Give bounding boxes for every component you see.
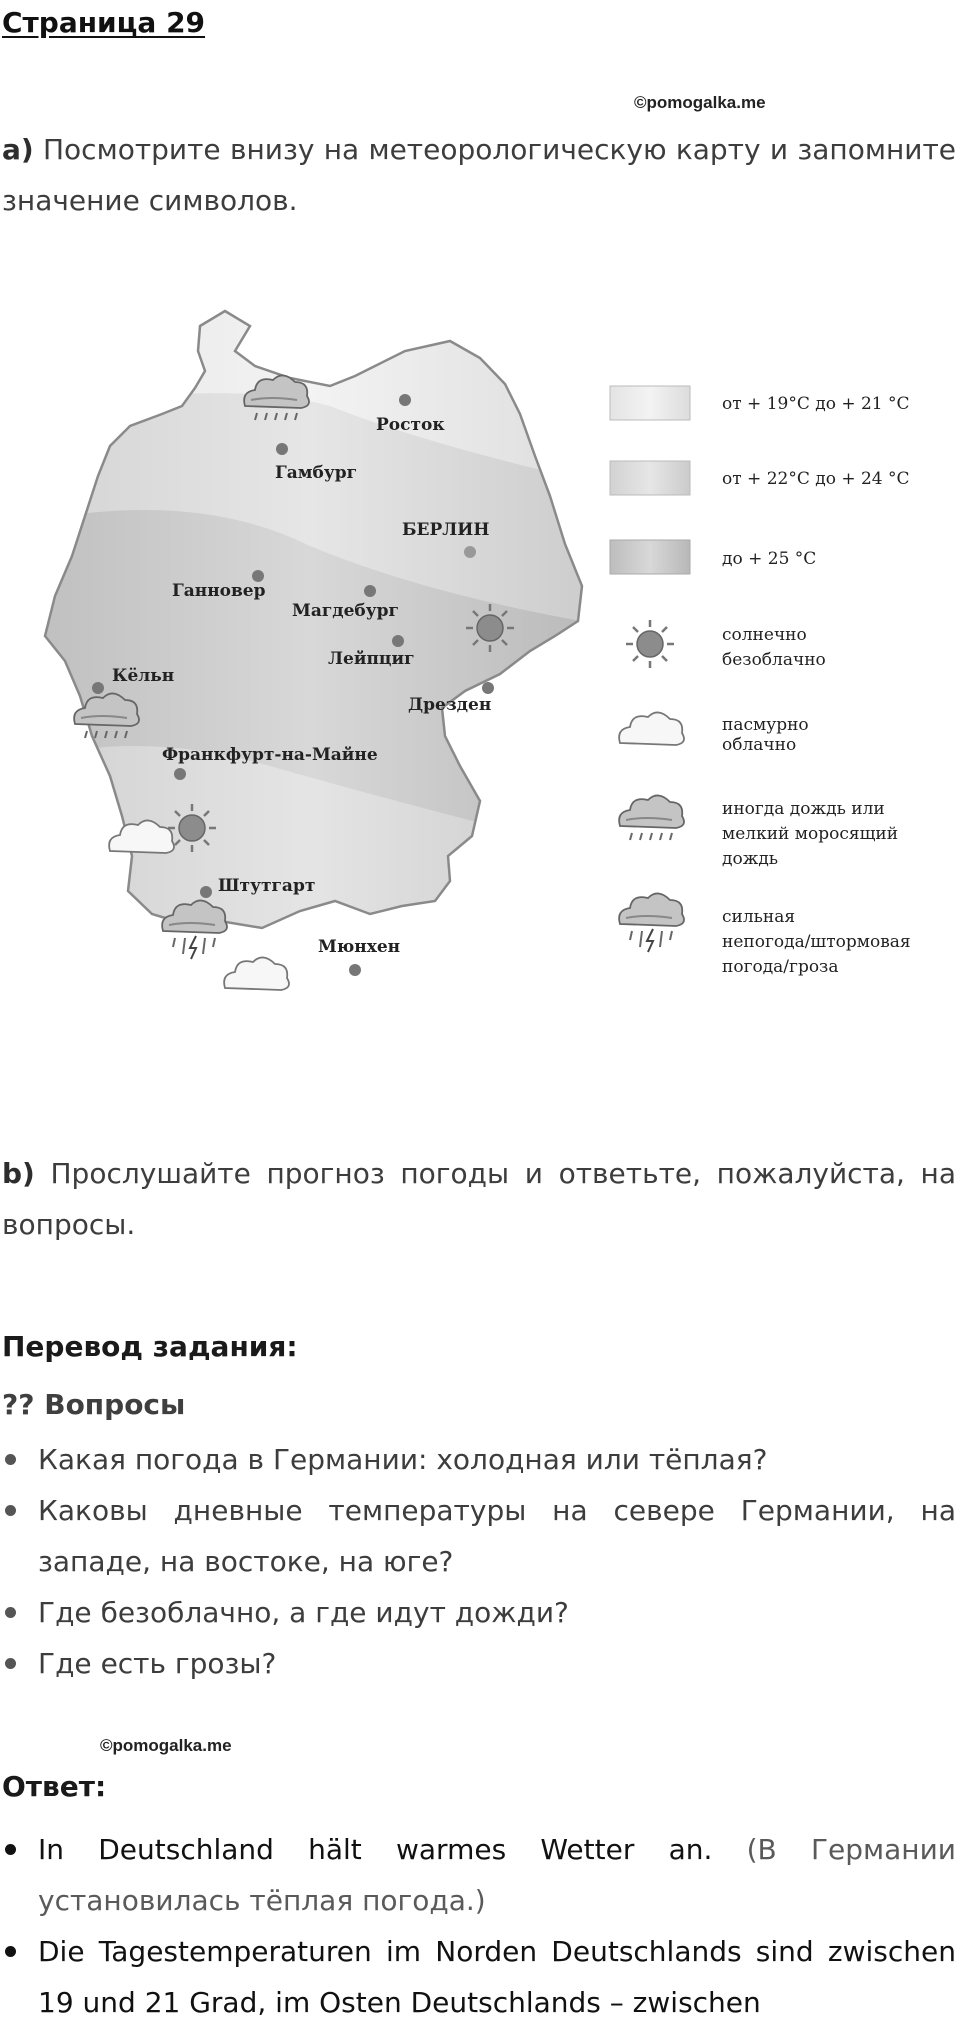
city-label-leipzig: Лейпциг — [328, 649, 415, 669]
legend-cloudy-1: пасмурно — [722, 715, 809, 735]
answer-de: In Deutschland hält warmes Wetter an. — [38, 1833, 713, 1866]
answer-de: Die Tagestemperaturen im Norden Deutschlands sind zwischen 19 und 21 Grad, im Osten Deutschlands – zwischen — [38, 1935, 956, 2019]
page-title: Страница 29 — [2, 6, 206, 39]
city-label-magdeburg: Магдебург — [292, 601, 399, 621]
city-label-hamburg: Гамбург — [275, 463, 358, 483]
city-dot-rostock — [399, 394, 411, 406]
city-label-koeln: Кёльн — [112, 666, 175, 686]
city-dot-hamburg — [276, 443, 288, 455]
answer-ru: (В Германии установилась тёплая погода.) — [38, 1833, 956, 1917]
watermark: ©pomogalka.me — [634, 93, 766, 112]
answer-heading: Ответ: — [2, 1770, 107, 1803]
city-label-muenchen: Мюнхен — [318, 937, 401, 957]
city-label-dresden: Дрезден — [408, 695, 492, 715]
question-item: Каковы дневные температуры на севере Германии, на западе, на востоке, на юге? — [38, 1485, 956, 1587]
watermark-2: ©pomogalka.me — [100, 1736, 232, 1755]
city-dot-stuttgart — [200, 886, 212, 898]
part-a-text: Посмотрите внизу на метеорологическую карту и запомните значение символов. — [2, 133, 956, 217]
part-a-paragraph — [2, 124, 956, 226]
city-label-berlin: БЕРЛИН — [402, 520, 490, 540]
city-label-rostock: Росток — [376, 415, 445, 435]
legend-storm-2: непогода/штормовая — [722, 932, 911, 952]
part-b-label: b) — [2, 1157, 35, 1190]
question-item: Где безоблачно, а где идут дожди? — [38, 1587, 956, 1638]
legend-rain-1: иногда дождь или — [722, 799, 885, 819]
answer-item — [38, 1926, 956, 2028]
legend-temp-3: до + 25 °C — [722, 549, 817, 569]
question-item: Где есть грозы? — [38, 1638, 956, 1689]
part-b-text: Прослушайте прогноз погоды и ответьте, пожалуйста, на вопросы. — [2, 1157, 957, 1241]
legend-sunny-1: солнечно — [722, 625, 807, 645]
city-dot-dresden — [482, 682, 494, 694]
legend-rain-3: дождь — [722, 849, 779, 869]
legend-rain-2: мелкий моросящий — [722, 824, 899, 844]
legend-cloudy-2: облачно — [722, 735, 797, 755]
part-b-paragraph — [2, 1148, 956, 1250]
city-dot-frankfurt — [174, 768, 186, 780]
city-dot-koeln — [92, 682, 104, 694]
legend-temp-1: от + 19°C до + 21 °C — [722, 394, 910, 414]
legend-temp-2: от + 22°C до + 24 °C — [722, 469, 910, 489]
answer-item — [38, 1824, 956, 1926]
legend-sunny-2: безоблачно — [722, 650, 826, 670]
legend-storm-1: сильная — [722, 907, 796, 927]
translation-heading: Перевод задания: — [2, 1330, 298, 1363]
city-dot-berlin — [464, 546, 476, 558]
city-dot-leipzig — [392, 635, 404, 647]
city-label-frankfurt: Франкфурт-на-Майне — [162, 745, 378, 765]
question-item: Какая погода в Германии: холодная или тёплая? — [38, 1434, 956, 1485]
city-label-hannover: Ганновер — [172, 581, 266, 601]
questions-heading: ?? Вопросы — [2, 1388, 186, 1421]
legend-storm-3: погода/гроза — [722, 957, 839, 977]
weather-map — [10, 296, 960, 1072]
city-label-stuttgart: Штутгарт — [218, 876, 316, 896]
legend-swatch-19-21 — [610, 386, 690, 420]
city-dot-muenchen — [349, 964, 361, 976]
city-dot-magdeburg — [364, 585, 376, 597]
legend-swatch-22-24 — [610, 461, 690, 495]
legend-swatch-25 — [610, 540, 690, 574]
part-a-label: a) — [2, 133, 34, 166]
